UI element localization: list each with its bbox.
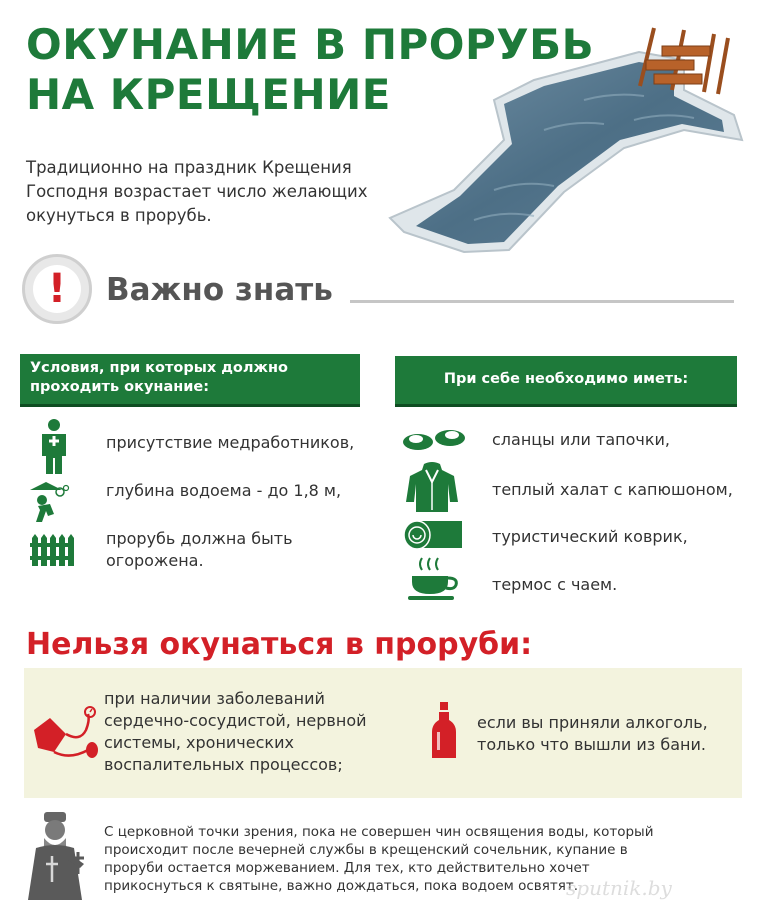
condition-label: глубина водоема - до 1,8 м, bbox=[106, 481, 342, 500]
footer-line: проруби остается моржеванием. Для тех, кто действительно хочет bbox=[104, 860, 590, 876]
intro-line-3: окунуться в прорубь. bbox=[26, 206, 212, 225]
bathrobe-icon bbox=[406, 462, 458, 512]
cross-ice-hole-illustration bbox=[384, 20, 754, 270]
condition-label: прорубь должна быть bbox=[106, 529, 293, 548]
watermark: sputnik.by bbox=[566, 876, 672, 900]
forbidden-line: системы, хронических bbox=[104, 733, 294, 752]
forbidden-line: при наличии заболеваний bbox=[104, 689, 325, 708]
forbidden-heading: Нельзя окунаться в проруби: bbox=[26, 627, 533, 662]
diver-icon bbox=[28, 478, 74, 524]
condition-label-line-2: огорожена. bbox=[106, 551, 204, 570]
forbidden-line: сердечно-сосудистой, нервной bbox=[104, 711, 367, 730]
forbidden-line: если вы приняли алкоголь, bbox=[477, 713, 708, 732]
title-line-1: ОКУНАНИЕ В ПРОРУБЬ bbox=[26, 20, 595, 69]
conditions-heading-line-2: проходить окунание: bbox=[30, 379, 210, 395]
tea-cup-icon bbox=[408, 556, 460, 602]
bring-banner: При себе необходимо иметь: bbox=[395, 356, 737, 404]
forbidden-item-diseases bbox=[104, 688, 367, 776]
footer-line: прикоснуться к святыне, важно дождаться, пока водоем освятят. bbox=[104, 878, 579, 894]
conditions-heading-line-1: Условия, при которых должно bbox=[30, 360, 288, 376]
condition-label: присутствие медработников, bbox=[106, 433, 355, 452]
intro-line-1: Традиционно на праздник Крещения bbox=[26, 158, 352, 177]
condition-item bbox=[106, 480, 341, 502]
bring-item: теплый халат с капюшоном, bbox=[492, 480, 733, 499]
bring-item: сланцы или тапочки, bbox=[492, 430, 670, 449]
bring-item: туристический коврик, bbox=[492, 527, 688, 546]
priest-icon bbox=[22, 812, 94, 900]
fence-icon bbox=[30, 532, 74, 566]
footer-line: происходит после вечерней службы в крещенский сочельник, купание в bbox=[104, 842, 628, 858]
divider bbox=[350, 300, 734, 303]
forbidden-line: воспалительных процессов; bbox=[104, 755, 343, 774]
warning-icon: ! bbox=[22, 254, 92, 324]
conditions-banner bbox=[20, 354, 360, 404]
title-line-2: НА КРЕЩЕНИЕ bbox=[26, 70, 391, 119]
bottle-icon bbox=[430, 702, 458, 760]
intro-line-2: Господня возрастает число желающих bbox=[26, 182, 368, 201]
condition-item bbox=[106, 432, 354, 454]
footer-line: С церковной точки зрения, пока не совершен чин освящения воды, который bbox=[104, 824, 654, 840]
blood-pressure-icon bbox=[30, 706, 100, 762]
forbidden-item-alcohol bbox=[477, 712, 708, 756]
condition-item bbox=[106, 528, 293, 572]
bring-item: термос с чаем. bbox=[492, 575, 618, 594]
mat-icon bbox=[402, 520, 464, 550]
forbidden-line: только что вышли из бани. bbox=[477, 735, 706, 754]
important-heading: Важно знать bbox=[106, 272, 333, 308]
intro-text bbox=[26, 156, 386, 228]
slippers-icon bbox=[402, 428, 466, 452]
medic-icon bbox=[36, 418, 72, 476]
